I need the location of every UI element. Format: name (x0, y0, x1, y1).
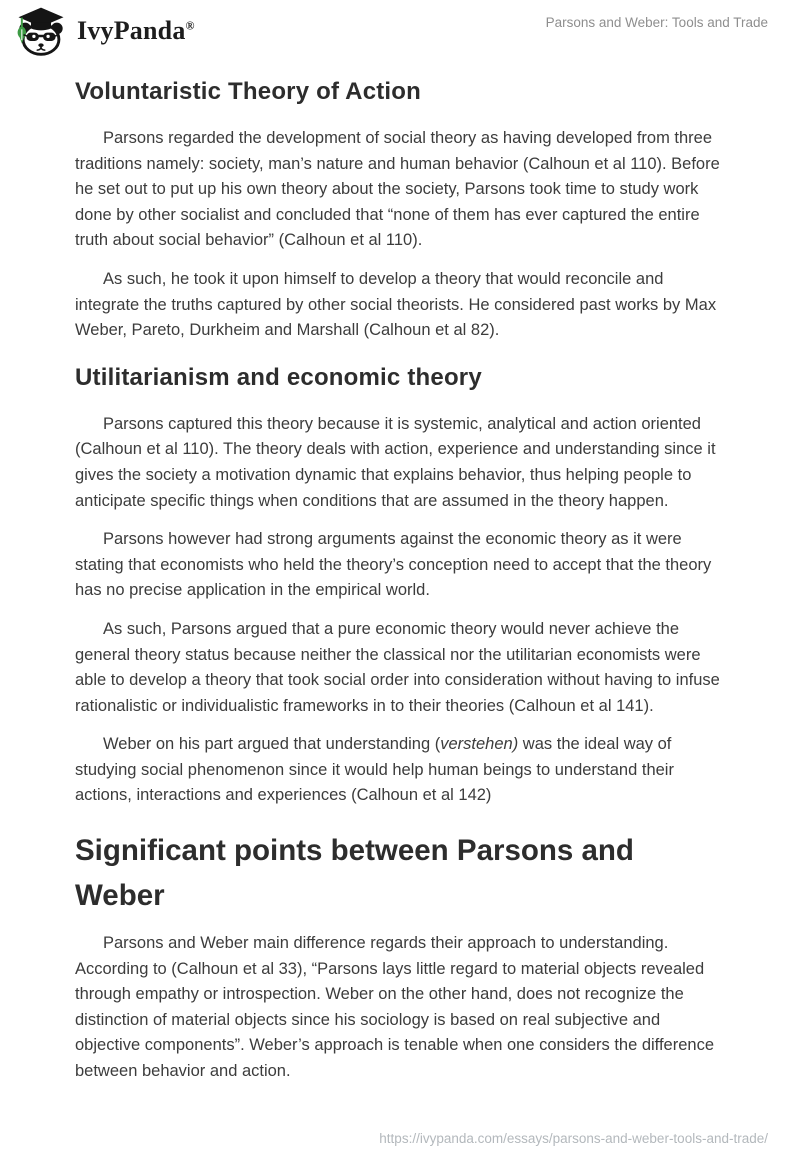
source-url-link[interactable]: https://ivypanda.com/essays/parsons-and-weber-tools-and-trade/ (379, 1131, 768, 1146)
registered-trademark: ® (185, 18, 195, 33)
brand-name: IvyPanda (77, 16, 186, 45)
page-footer (379, 1130, 768, 1148)
document-title: Parsons and Weber: Tools and Trade (545, 15, 768, 30)
paragraph-2: As such, he took it upon himself to develop a theory that would reconcile and integrate the truths captured by other social theorists. He considered past works by Max Weber, Pareto, Durkheim and Marshall (Calhoun et al 82). (75, 269, 717, 340)
paragraph-3: Parsons captured this theory because it is systemic, analytical and action oriented (Calhoun et al 110). The theory deals with action, experience and understanding since it gives the society a motivation dynamic that explains behavior, thus helping people to anticipate specific things when conditions that are assumed in the theory happen. (75, 414, 716, 510)
paragraph-6-text-after: was the ideal way of studying social phenomenon since it would help human beings to understand their actions, interactions and experiences (Calhoun et al 142) (75, 735, 674, 805)
ivypanda-logo (14, 6, 195, 56)
paragraph-1: Parsons regarded the development of social theory as having developed from three traditions namely: society, man’s nature and human behavior (Calhoun et al 110). Before he set out to put up his own theory about the society, Parsons took time to study work done by other socialist and concluded that “none of them has ever captured the entire truth about social behavior” (Calhoun et al 110). (75, 129, 720, 250)
page-header (0, 0, 800, 58)
paragraph-7: Parsons and Weber main difference regards their approach to understanding. According to (Calhoun et al 33), “Parsons lays little regard to material objects revealed through empathy or introspection. Weber on the other hand, does not recognize the distinction of material objects since his sociology is based on real subjective and objective components”. Weber’s approach is tenable when one considers the difference between behavior and action. (75, 934, 715, 1081)
paragraph-5: As such, Parsons argued that a pure economic theory would never achieve the general theory status because neither the classical nor the utilitarian economists were able to develop a theory that took social order into consideration without having to infuse rationalistic or individualistic frameworks in to their theories (Calhoun et al 141). (75, 619, 720, 715)
essay-content (0, 78, 800, 1085)
paragraph-4: Parsons however had strong arguments against the economic theory as it were stating that economists who held the theory’s conception need to accept that the theory has no precise application in the empirical world. (75, 530, 712, 600)
section-heading-utilitarianism: Utilitarianism and economic theory (75, 363, 482, 391)
brand-wordmark (77, 16, 195, 46)
paragraph-6 (75, 732, 722, 809)
paragraph-6-italic-term: verstehen) (440, 735, 519, 754)
paragraph-6-text-before: Weber on his part argued that understanding ( (103, 735, 441, 754)
section-heading-voluntaristic: Voluntaristic Theory of Action (75, 78, 422, 105)
graduate-panda-icon (14, 6, 68, 56)
section-heading-significant-points: Significant points between Parsons and Weber (75, 834, 634, 913)
